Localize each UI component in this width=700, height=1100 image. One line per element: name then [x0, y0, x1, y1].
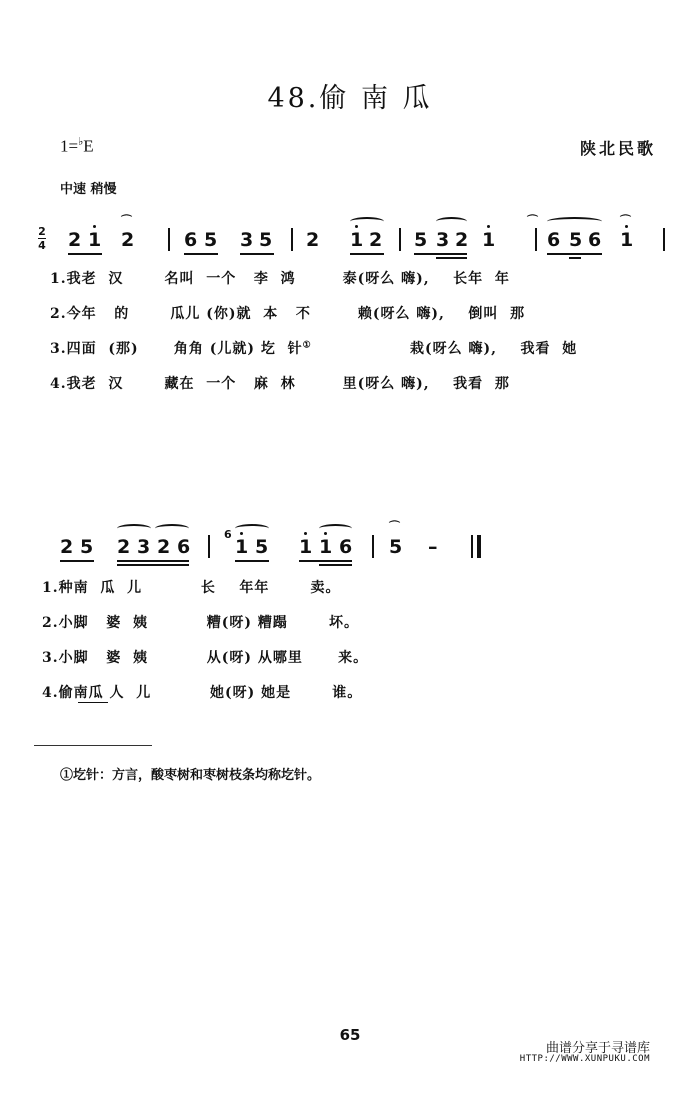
note: 5 [204, 229, 218, 251]
lyric-line-3-tail: 栽(呀么 嗨), 我看 她 [410, 341, 578, 357]
note: 3 [240, 229, 254, 251]
footnote-marker: ① [302, 340, 312, 351]
page-number: 65 [339, 1026, 361, 1044]
note: 5 [259, 229, 273, 251]
fermata: ⌒ [527, 214, 538, 227]
song-title: 48.偷 南 瓜 [267, 83, 433, 114]
note: 2 [60, 536, 74, 558]
lyric-line-1: 1.我老 汉 名叫 一个 李 鸿 泰(呀么 嗨), 长年 年 [50, 271, 510, 287]
beam [117, 560, 189, 562]
fermata: ⌒ [620, 214, 631, 227]
lyric-line-5: 1.种南 瓜 儿 长 年年 卖。 [42, 580, 341, 596]
note: 1 [235, 536, 249, 558]
note: 2 [68, 229, 82, 251]
emphasis-underline [78, 702, 108, 703]
note: 3 [137, 536, 151, 558]
note: 6 [184, 229, 198, 251]
note: 5 [389, 536, 403, 558]
beam [60, 560, 94, 562]
fermata: ⌒ [121, 214, 132, 227]
song-origin: 陕北民歌 [579, 139, 656, 158]
note: 1 [482, 229, 496, 251]
barline [208, 535, 210, 558]
note: 1 [350, 229, 364, 251]
flat-sign: ♭ [78, 136, 84, 148]
footnote: ①圪针：方言，酸枣树和枣树枝条均称圪针。 [60, 768, 321, 783]
final-barline-thin [471, 535, 473, 558]
slur [117, 524, 151, 533]
lyric-line-2: 2.今年 的 瓜儿 (你)就 本 不 赖(呀么 嗨), 倒叫 那 [50, 306, 526, 322]
note: 2 [117, 536, 131, 558]
beam [235, 560, 269, 562]
note: 5 [255, 536, 269, 558]
beam [299, 560, 352, 562]
note: 3 [436, 229, 450, 251]
final-barline-thick [477, 535, 481, 558]
time-signature-bottom: 4 [38, 239, 46, 252]
note: 1 [620, 229, 634, 251]
extension-dash: – [428, 536, 438, 558]
lyric-line-6: 2.小脚 婆 姨 糟(呀) 糟蹋 坏。 [42, 615, 359, 631]
note: 2 [157, 536, 171, 558]
tempo-marking: 中速 稍慢 [60, 182, 117, 197]
slur [235, 524, 269, 533]
beam [117, 564, 189, 566]
note: 2 [369, 229, 383, 251]
note: 6 [588, 229, 602, 251]
note: 1 [88, 229, 102, 251]
key-note: E [83, 136, 94, 156]
note: 2 [121, 229, 135, 251]
note: 5 [414, 229, 428, 251]
grace-note: 6 [224, 528, 232, 541]
barline [372, 535, 374, 558]
lyric-line-4: 4.我老 汉 藏在 一个 麻 林 里(呀么 嗨), 我看 那 [50, 376, 510, 392]
note: 5 [569, 229, 583, 251]
time-signature-top: 2 [38, 225, 46, 238]
note: 2 [306, 229, 320, 251]
slur [319, 524, 352, 533]
note: 6 [339, 536, 353, 558]
note: 6 [177, 536, 191, 558]
slur [155, 524, 189, 533]
key-prefix: 1= [60, 136, 79, 156]
note: 1 [319, 536, 333, 558]
octave-dot [304, 532, 307, 535]
watermark-text: 曲谱分享于寻谱库 [545, 1041, 650, 1056]
lyric-line-7: 3.小脚 婆 姨 从(呀) 从哪里 来。 [42, 650, 369, 666]
watermark-url: HTTP://WWW.XUNPUKU.COM [519, 1054, 650, 1064]
fermata: ⌒ [389, 520, 400, 533]
lyric-line-8: 4.偷南瓜 人 儿 她(呀) 她是 谁。 [42, 685, 363, 701]
note: 5 [80, 536, 94, 558]
note: 6 [547, 229, 561, 251]
note: 1 [299, 536, 313, 558]
footnote-rule [34, 745, 152, 746]
note: 2 [455, 229, 469, 251]
lyric-line-3-head: 3.四面 (那) 角角 (儿就) 圪 针 [50, 341, 303, 357]
beam [319, 564, 352, 566]
